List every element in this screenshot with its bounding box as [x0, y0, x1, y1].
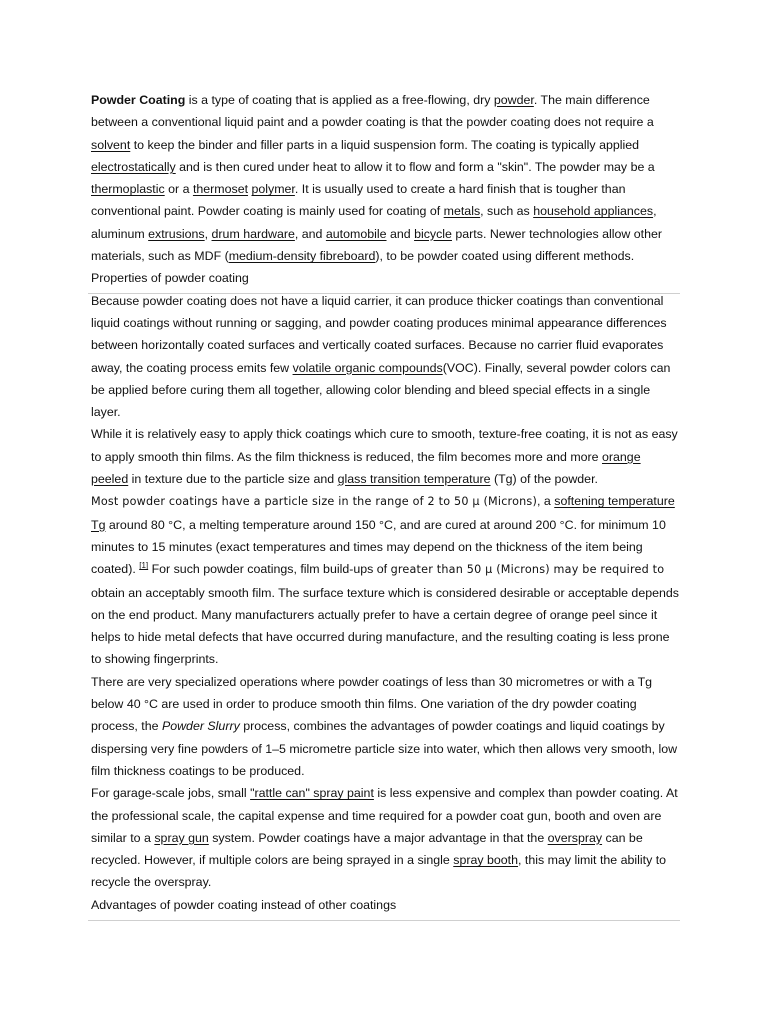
- link-electrostatically[interactable]: electrostatically: [91, 159, 176, 174]
- intro-text: . It is usually used to create a hard finish that is tougher than conventional paint. Powder coating is mainly used for coating of: [91, 182, 626, 219]
- link-spray-gun[interactable]: spray gun: [154, 830, 209, 845]
- intro-text: , and: [294, 226, 326, 241]
- document-body: [91, 89, 681, 916]
- intro-paragraph: [91, 89, 681, 267]
- paragraph-specialized-operations: [91, 671, 681, 782]
- link-orange-peeled[interactable]: orange peeled: [91, 449, 641, 487]
- link-bicycle[interactable]: bicycle: [414, 226, 452, 241]
- link-solvent[interactable]: solvent: [91, 137, 131, 152]
- paragraph-text: For such powder coatings, film build-ups of: [148, 562, 391, 577]
- term-powder-slurry: Powder Slurry: [161, 719, 240, 734]
- link-glass-transition-temperature[interactable]: glass transition temperature: [337, 472, 491, 487]
- paragraph-text: (VOC). Finally, several powder colors can be applied before curing them all together, allowing color blending and bleed special effects in a single layer.: [91, 360, 671, 420]
- link-rattle-can-spray-paint[interactable]: "rattle can" spray paint: [250, 786, 374, 801]
- paragraph-text: For garage-scale jobs, small: [91, 786, 251, 801]
- paragraph-text: can be recycled. However, if multiple colors are being sprayed in a single: [91, 830, 643, 868]
- paragraph-text: , a: [537, 494, 555, 509]
- link-powder[interactable]: powder: [493, 93, 534, 107]
- intro-text: ), to be powder coated using different methods.: [375, 249, 635, 264]
- divider-rule: [88, 293, 680, 294]
- link-automobile[interactable]: automobile: [325, 226, 387, 241]
- section-heading-advantages: Advantages of powder coating instead of other coatings: [91, 897, 397, 912]
- paragraph-text: is less expensive and complex than powder coating. At the professional scale, the capital expense and time required for a powder coat gun, booth and oven are similar to a: [91, 786, 678, 845]
- intro-text: and: [386, 226, 415, 241]
- link-softening-temperature[interactable]: softening temperature Tg: [91, 494, 675, 532]
- paragraph-garage-scale: [91, 782, 681, 893]
- link-medium-density-fibreboard[interactable]: medium-density fibreboard: [228, 249, 376, 264]
- paragraph-text: There are very specialized operations where powder coatings of less than 30 micrometres or with a Tg below 40 °C are used in order to produce smooth thin films. One variation of the dry powder coating process, the: [91, 674, 653, 734]
- intro-text: , aluminum: [91, 204, 657, 241]
- link-overspray[interactable]: overspray: [547, 830, 603, 845]
- link-spray-booth[interactable]: spray booth: [453, 853, 519, 868]
- link-extrusions[interactable]: extrusions: [148, 226, 205, 241]
- link-thermoset[interactable]: thermoset: [192, 182, 249, 197]
- link-household-appliances[interactable]: household appliances: [533, 204, 654, 219]
- link-drum-hardware[interactable]: drum hardware: [211, 226, 295, 241]
- paragraph-text: in texture due to the particle size and: [128, 472, 338, 487]
- link-metals[interactable]: metals: [443, 204, 481, 219]
- link-polymer[interactable]: polymer: [251, 182, 295, 197]
- intro-text: or a: [164, 182, 193, 197]
- intro-text: is a type of coating that is applied as a free-flowing, dry: [185, 93, 494, 107]
- reference-link[interactable]: [1]: [139, 561, 149, 571]
- paragraph-text: greater than 50 μ (Microns) may be required to: [390, 563, 665, 577]
- link-volatile-organic-compounds[interactable]: volatile organic compounds: [292, 360, 443, 375]
- intro-text: . The main difference between a conventional liquid paint and a powder coating is that the powder coating does not require a: [91, 93, 654, 130]
- intro-text: and is then cured under heat to allow it to flow and form a "skin". The powder may be a: [175, 159, 655, 174]
- paragraph-text: obtain an acceptably smooth film. The surface texture which is considered desirable or acceptable depends on the end product. Many manufacturers actually prefer to have a certain degree of orange peel since it helps to hide metal defects that have occurred during manufacture, and the resulting coating is less prone to showing fingerprints.: [91, 585, 679, 667]
- section-heading-properties: Properties of powder coating: [91, 271, 249, 286]
- paragraph-text: system. Powder coatings have a major advantage in that the: [208, 830, 548, 845]
- paragraph-text: (Tg) of the powder.: [490, 472, 598, 487]
- link-thermoplastic[interactable]: thermoplastic: [91, 182, 165, 197]
- paragraph-thin-films: [91, 423, 681, 490]
- paragraph-text: Because powder coating does not have a liquid carrier, it can produce thicker coatings than conventional liquid coatings without running or sagging, and powder coating produces minimal appearance differences between horizontally coated surfaces and vertically coated surfaces. Because no carrier fluid evaporates away, the coating process emits few: [91, 293, 667, 375]
- paragraph-text: Most powder coatings have a particle size in the range of 2 to 50 μ (Microns): [91, 495, 538, 509]
- intro-text: , such as: [480, 204, 534, 219]
- paragraph-text: process, combines the advantages of powder coatings and liquid coatings by dispersing very fine powders of 1–5 micrometre particle size into water, which then allows very smooth, low film thickness coatings to be produced.: [91, 719, 678, 778]
- paragraph-text: , this may limit the ability to recycle the overspray.: [91, 853, 667, 890]
- intro-text: parts. Newer technologies allow other materials, such as MDF (: [91, 226, 663, 264]
- term-powder-coating: Powder Coating: [91, 93, 186, 107]
- intro-text: to keep the binder and filler parts in a liquid suspension form. The coating is typically applied: [130, 137, 640, 152]
- divider-rule: [88, 920, 680, 921]
- paragraph-text: around 80 °C, a melting temperature around 150 °C, and are cured at around 200 °C. for minimum 10 minutes to 15 minutes (exact temperatures and times may depend on the thickness of the item being coated).: [91, 517, 666, 577]
- intro-text: ,: [204, 226, 212, 241]
- paragraph-text: While it is relatively easy to apply thick coatings which cure to smooth, texture-free coating, it is not as easy to apply smooth thin films. As the film thickness is reduced, the film becomes more and more: [91, 427, 678, 464]
- paragraph-liquid-carrier: [91, 290, 681, 424]
- paragraph-particle-size: [91, 490, 681, 670]
